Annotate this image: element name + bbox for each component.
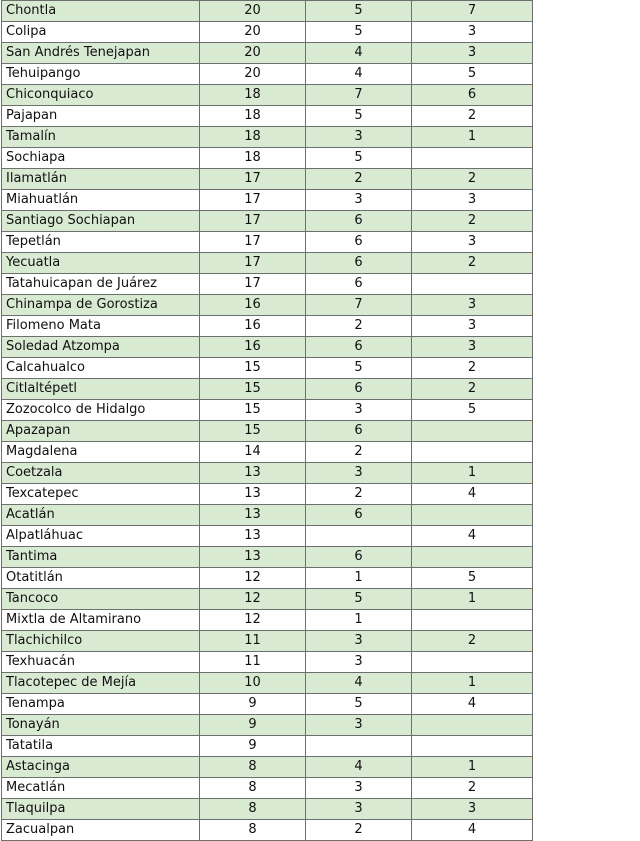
- value-cell-2: 2: [306, 442, 412, 463]
- value-cell-3: 2: [412, 778, 533, 799]
- table-row: [2, 442, 533, 463]
- value-cell-1: 11: [200, 631, 306, 652]
- value-cell-3: 5: [412, 400, 533, 421]
- value-cell-1: 16: [200, 337, 306, 358]
- value-cell-3: 5: [412, 64, 533, 85]
- value-cell-3: 4: [412, 694, 533, 715]
- value-cell-1: 15: [200, 421, 306, 442]
- table-row: [2, 631, 533, 652]
- municipality-cell: Santiago Sochiapan: [2, 211, 200, 232]
- value-cell-3: 4: [412, 484, 533, 505]
- municipality-cell: Coetzala: [2, 463, 200, 484]
- value-cell-1: 14: [200, 442, 306, 463]
- municipality-cell: Soledad Atzompa: [2, 337, 200, 358]
- municipality-cell: Sochiapa: [2, 148, 200, 169]
- value-cell-2: 3: [306, 631, 412, 652]
- value-cell-1: 18: [200, 127, 306, 148]
- value-cell-3: [412, 715, 533, 736]
- value-cell-1: 8: [200, 757, 306, 778]
- table-row: [2, 22, 533, 43]
- value-cell-2: 1: [306, 610, 412, 631]
- value-cell-3: 3: [412, 43, 533, 64]
- municipality-cell: Mecatlán: [2, 778, 200, 799]
- value-cell-2: 1: [306, 568, 412, 589]
- municipality-cell: Tamalín: [2, 127, 200, 148]
- table-row: [2, 358, 533, 379]
- table-row: [2, 127, 533, 148]
- value-cell-2: 7: [306, 85, 412, 106]
- municipality-cell: Magdalena: [2, 442, 200, 463]
- table-row: [2, 421, 533, 442]
- value-cell-2: 5: [306, 22, 412, 43]
- municipality-cell: Yecuatla: [2, 253, 200, 274]
- value-cell-2: 4: [306, 757, 412, 778]
- value-cell-2: [306, 526, 412, 547]
- value-cell-1: 8: [200, 820, 306, 841]
- municipality-cell: Zozocolco de Hidalgo: [2, 400, 200, 421]
- municipality-cell: Texhuacán: [2, 652, 200, 673]
- value-cell-1: 10: [200, 673, 306, 694]
- table-body: [2, 1, 533, 841]
- value-cell-1: 18: [200, 85, 306, 106]
- value-cell-1: 20: [200, 22, 306, 43]
- table-row: [2, 568, 533, 589]
- table-row: [2, 169, 533, 190]
- value-cell-1: 18: [200, 148, 306, 169]
- value-cell-2: 3: [306, 400, 412, 421]
- table-row: [2, 589, 533, 610]
- value-cell-3: [412, 421, 533, 442]
- table-row: [2, 211, 533, 232]
- value-cell-3: 2: [412, 106, 533, 127]
- municipality-cell: Alpatláhuac: [2, 526, 200, 547]
- value-cell-2: 6: [306, 421, 412, 442]
- table-row: [2, 799, 533, 820]
- value-cell-2: 6: [306, 505, 412, 526]
- municipality-cell: Tlaquilpa: [2, 799, 200, 820]
- municipality-cell: Tlachichilco: [2, 631, 200, 652]
- table-row: [2, 232, 533, 253]
- municipality-cell: Tonayán: [2, 715, 200, 736]
- value-cell-1: 13: [200, 547, 306, 568]
- value-cell-2: 7: [306, 295, 412, 316]
- value-cell-3: [412, 736, 533, 757]
- value-cell-3: 7: [412, 1, 533, 22]
- municipality-cell: Tepetlán: [2, 232, 200, 253]
- municipality-cell: Mixtla de Altamirano: [2, 610, 200, 631]
- table-row: [2, 316, 533, 337]
- value-cell-1: 17: [200, 274, 306, 295]
- municipality-cell: Miahuatlán: [2, 190, 200, 211]
- value-cell-3: 1: [412, 757, 533, 778]
- table-row: [2, 526, 533, 547]
- value-cell-3: 1: [412, 589, 533, 610]
- value-cell-3: 3: [412, 799, 533, 820]
- value-cell-1: 15: [200, 400, 306, 421]
- table-row: [2, 652, 533, 673]
- municipality-cell: Tantima: [2, 547, 200, 568]
- table-row: [2, 379, 533, 400]
- table-row: [2, 694, 533, 715]
- table-row: [2, 148, 533, 169]
- value-cell-2: 2: [306, 484, 412, 505]
- table-row: [2, 400, 533, 421]
- table-row: [2, 673, 533, 694]
- table-row: [2, 736, 533, 757]
- municipality-cell: Zacualpan: [2, 820, 200, 841]
- value-cell-1: 13: [200, 505, 306, 526]
- value-cell-1: 11: [200, 652, 306, 673]
- value-cell-3: [412, 505, 533, 526]
- table-row: [2, 463, 533, 484]
- value-cell-1: 8: [200, 778, 306, 799]
- value-cell-3: [412, 610, 533, 631]
- value-cell-3: [412, 148, 533, 169]
- value-cell-2: 5: [306, 358, 412, 379]
- municipality-table: [1, 0, 533, 841]
- table-row: [2, 505, 533, 526]
- value-cell-3: 3: [412, 316, 533, 337]
- value-cell-2: 3: [306, 778, 412, 799]
- value-cell-3: 1: [412, 463, 533, 484]
- municipality-cell: Astacinga: [2, 757, 200, 778]
- table-row: [2, 778, 533, 799]
- municipality-cell: Filomeno Mata: [2, 316, 200, 337]
- value-cell-3: 1: [412, 673, 533, 694]
- value-cell-2: 5: [306, 106, 412, 127]
- value-cell-2: 6: [306, 547, 412, 568]
- municipality-cell: Ilamatlán: [2, 169, 200, 190]
- value-cell-2: 4: [306, 43, 412, 64]
- value-cell-2: 6: [306, 253, 412, 274]
- value-cell-3: [412, 274, 533, 295]
- municipality-cell: Apazapan: [2, 421, 200, 442]
- municipality-cell: Otatitlán: [2, 568, 200, 589]
- value-cell-2: 3: [306, 190, 412, 211]
- value-cell-1: 9: [200, 694, 306, 715]
- value-cell-2: 6: [306, 337, 412, 358]
- table-row: [2, 64, 533, 85]
- value-cell-1: 15: [200, 379, 306, 400]
- value-cell-3: 6: [412, 85, 533, 106]
- value-cell-1: 17: [200, 232, 306, 253]
- value-cell-1: 18: [200, 106, 306, 127]
- municipality-cell: Calcahualco: [2, 358, 200, 379]
- value-cell-1: 12: [200, 568, 306, 589]
- value-cell-2: 5: [306, 1, 412, 22]
- municipality-cell: Acatlán: [2, 505, 200, 526]
- value-cell-1: 16: [200, 316, 306, 337]
- value-cell-2: [306, 736, 412, 757]
- value-cell-1: 12: [200, 610, 306, 631]
- value-cell-1: 17: [200, 169, 306, 190]
- table-row: [2, 757, 533, 778]
- value-cell-1: 13: [200, 526, 306, 547]
- value-cell-3: 2: [412, 379, 533, 400]
- value-cell-2: 2: [306, 316, 412, 337]
- table-row: [2, 820, 533, 841]
- municipality-cell: Tenampa: [2, 694, 200, 715]
- municipality-cell: Chinampa de Gorostiza: [2, 295, 200, 316]
- table-row: [2, 43, 533, 64]
- municipality-cell: Citlaltépetl: [2, 379, 200, 400]
- value-cell-1: 17: [200, 253, 306, 274]
- table-row: [2, 253, 533, 274]
- municipality-cell: Colipa: [2, 22, 200, 43]
- value-cell-3: 3: [412, 22, 533, 43]
- value-cell-3: 3: [412, 232, 533, 253]
- value-cell-3: 2: [412, 211, 533, 232]
- value-cell-2: 3: [306, 463, 412, 484]
- table-row: [2, 295, 533, 316]
- table-row: [2, 190, 533, 211]
- value-cell-3: 2: [412, 253, 533, 274]
- value-cell-2: 4: [306, 673, 412, 694]
- value-cell-1: 16: [200, 295, 306, 316]
- municipality-cell: Tatatila: [2, 736, 200, 757]
- municipality-cell: Tehuipango: [2, 64, 200, 85]
- value-cell-1: 13: [200, 484, 306, 505]
- value-cell-2: 5: [306, 589, 412, 610]
- value-cell-1: 13: [200, 463, 306, 484]
- value-cell-3: [412, 547, 533, 568]
- table-row: [2, 274, 533, 295]
- value-cell-3: 5: [412, 568, 533, 589]
- table-row: [2, 547, 533, 568]
- value-cell-3: [412, 652, 533, 673]
- value-cell-1: 15: [200, 358, 306, 379]
- table-row: [2, 106, 533, 127]
- value-cell-3: 2: [412, 631, 533, 652]
- value-cell-2: 5: [306, 148, 412, 169]
- value-cell-3: 3: [412, 295, 533, 316]
- value-cell-2: 6: [306, 232, 412, 253]
- municipality-cell: Chontla: [2, 1, 200, 22]
- value-cell-2: 2: [306, 169, 412, 190]
- table-row: [2, 1, 533, 22]
- value-cell-2: 6: [306, 274, 412, 295]
- value-cell-2: 6: [306, 211, 412, 232]
- value-cell-2: 5: [306, 694, 412, 715]
- table-row: [2, 610, 533, 631]
- table-row: [2, 85, 533, 106]
- value-cell-2: 6: [306, 379, 412, 400]
- municipality-cell: San Andrés Tenejapan: [2, 43, 200, 64]
- value-cell-3: 2: [412, 358, 533, 379]
- value-cell-1: 17: [200, 211, 306, 232]
- municipality-cell: Tatahuicapan de Juárez: [2, 274, 200, 295]
- municipality-cell: Tlacotepec de Mejía: [2, 673, 200, 694]
- value-cell-1: 20: [200, 43, 306, 64]
- value-cell-3: 2: [412, 169, 533, 190]
- value-cell-3: [412, 442, 533, 463]
- municipality-cell: Chiconquiaco: [2, 85, 200, 106]
- value-cell-3: 1: [412, 127, 533, 148]
- value-cell-3: 4: [412, 820, 533, 841]
- value-cell-2: 3: [306, 127, 412, 148]
- value-cell-3: 3: [412, 190, 533, 211]
- table-row: [2, 715, 533, 736]
- value-cell-1: 20: [200, 1, 306, 22]
- value-cell-1: 17: [200, 190, 306, 211]
- value-cell-1: 9: [200, 715, 306, 736]
- table-row: [2, 337, 533, 358]
- value-cell-1: 9: [200, 736, 306, 757]
- value-cell-2: 3: [306, 799, 412, 820]
- value-cell-3: 3: [412, 337, 533, 358]
- table-row: [2, 484, 533, 505]
- value-cell-1: 20: [200, 64, 306, 85]
- value-cell-2: 3: [306, 715, 412, 736]
- value-cell-2: 3: [306, 652, 412, 673]
- value-cell-3: 4: [412, 526, 533, 547]
- municipality-cell: Pajapan: [2, 106, 200, 127]
- value-cell-2: 4: [306, 64, 412, 85]
- municipality-cell: Tancoco: [2, 589, 200, 610]
- municipality-cell: Texcatepec: [2, 484, 200, 505]
- value-cell-1: 8: [200, 799, 306, 820]
- value-cell-2: 2: [306, 820, 412, 841]
- value-cell-1: 12: [200, 589, 306, 610]
